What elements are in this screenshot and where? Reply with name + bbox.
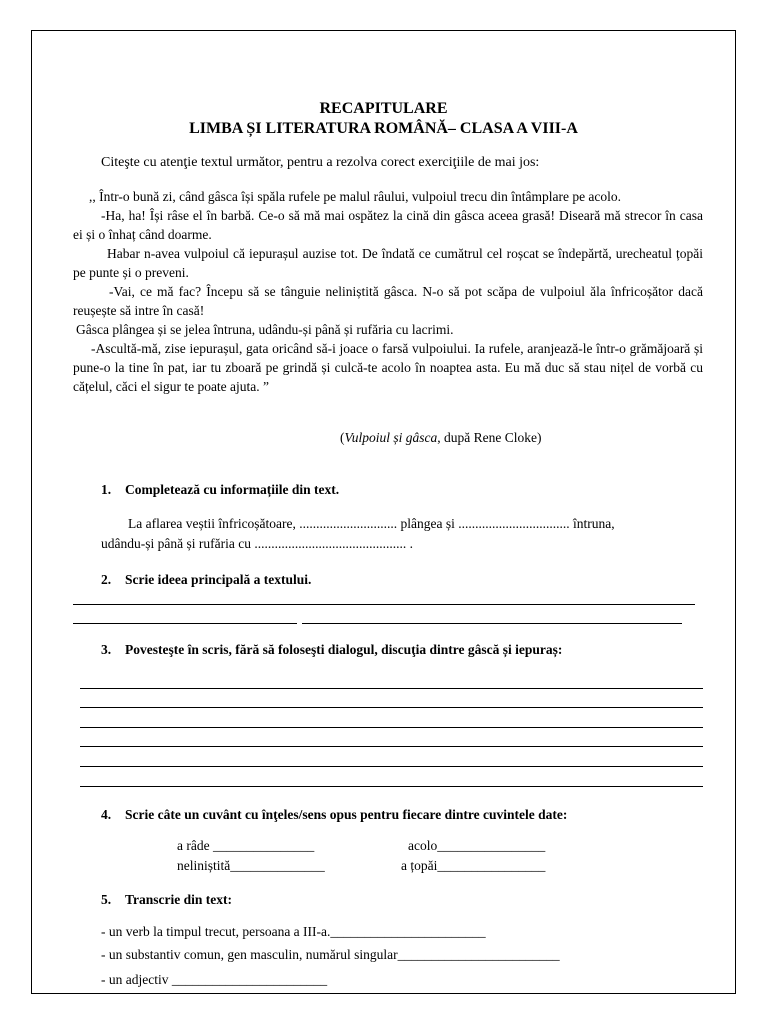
- q3-answer-line[interactable]: [80, 746, 703, 747]
- q1-fill-line-1: La aflarea veștii înfricoșătoare, ............................. plângea și ................................. întruna,: [128, 516, 615, 531]
- q3-answer-line[interactable]: [80, 786, 703, 787]
- question-3: 3. Povesteşte în scris, fără să foloseşti dialogul, discuţia dintre gâscă și iepuraș:: [101, 642, 563, 657]
- story-paragraph: Gâsca plângea și se jelea întruna, udându-și până și rufăria cu lacrimi.: [76, 322, 454, 337]
- q4-word-a-rade: a râde _______________: [177, 838, 315, 853]
- story-paragraph: -Ascultă-mă, zise iepurașul, gata oricând să-i joace o farsă vulpoiului. Ia rufele, aranjează-le într-o grămăjoară și pune-o la tine în pat, iar tu zboară pe grindă și culcă-te acolo în noaptea asta. Eu mă duc să stau nițel de vorbă cu cățelul, căci el sigur te poate ajuta. ”: [73, 341, 703, 394]
- q5-item-adjectiv: - un adjectiv _______________________: [101, 972, 328, 987]
- title-recapitulare: RECAPITULARE: [319, 100, 448, 117]
- story-paragraph: Habar n-avea vulpoiul că iepurașul auzise tot. De îndată ce cumătrul cel roșcat se îndepărtă, urecheatul țopăi pe punte și o preveni.: [73, 246, 703, 280]
- q3-answer-line[interactable]: [80, 688, 703, 689]
- question-5: 5. Transcrie din text:: [101, 892, 232, 907]
- story-paragraph: -Ha, ha! Își râse el în barbă. Ce-o să mă mai ospătez la cină din gâsca aceea grasă! Diseară mă strecor în casa ei și o înhaț când doarme.: [73, 208, 703, 242]
- q3-answer-line[interactable]: [80, 707, 703, 708]
- question-2: 2. Scrie ideea principală a textului.: [101, 572, 312, 587]
- q4-word-nelinistita: neliniștită______________: [177, 858, 325, 873]
- q3-answer-line[interactable]: [80, 727, 703, 728]
- story-text: [73, 187, 703, 396]
- source-title: Vulpoiul și gâsca: [344, 430, 438, 445]
- page-border: [31, 30, 736, 994]
- question-1: 1. Completează cu informațiile din text.: [101, 482, 340, 497]
- question-4: 4. Scrie câte un cuvânt cu înţeles/sens opus pentru fiecare dintre cuvintele date:: [101, 807, 568, 822]
- q2-answer-line[interactable]: [73, 623, 297, 624]
- instruction-text: Citeşte cu atenţie textul următor, pentru a rezolva corect exerciţiile de mai jos:: [101, 155, 540, 170]
- q4-word-acolo: acolo________________: [408, 838, 546, 853]
- story-paragraph: -Vai, ce mă fac? Începu să se tânguie neliniștită gâsca. N-o să pot scăpa de vulpoiul ăla înfricoșător dacă reușește să intre în casă!: [73, 284, 703, 318]
- story-paragraph: ,, Într-o bună zi, când gâsca își spăla rufele pe malul râului, vulpoiul trecu din întâmplare pe acolo.: [89, 189, 622, 204]
- q5-item-substantiv: - un substantiv comun, gen masculin, numărul singular________________________: [101, 947, 560, 962]
- q2-answer-line[interactable]: [302, 623, 682, 624]
- q2-answer-line[interactable]: [73, 604, 695, 605]
- q4-word-a-topai: a țopăi________________: [401, 858, 546, 873]
- q1-fill-line-2: udându-și până și rufăria cu ............................................. .: [101, 536, 413, 551]
- q3-answer-line[interactable]: [80, 766, 703, 767]
- q5-item-verb: - un verb la timpul trecut, persoana a III-a._______________________: [101, 924, 486, 939]
- story-source: (Vulpoiul și gâsca, după Rene Cloke): [340, 430, 542, 445]
- title-subject: LIMBA ȘI LITERATURA ROMÂNĂ– CLASA A VIII-A: [189, 120, 578, 137]
